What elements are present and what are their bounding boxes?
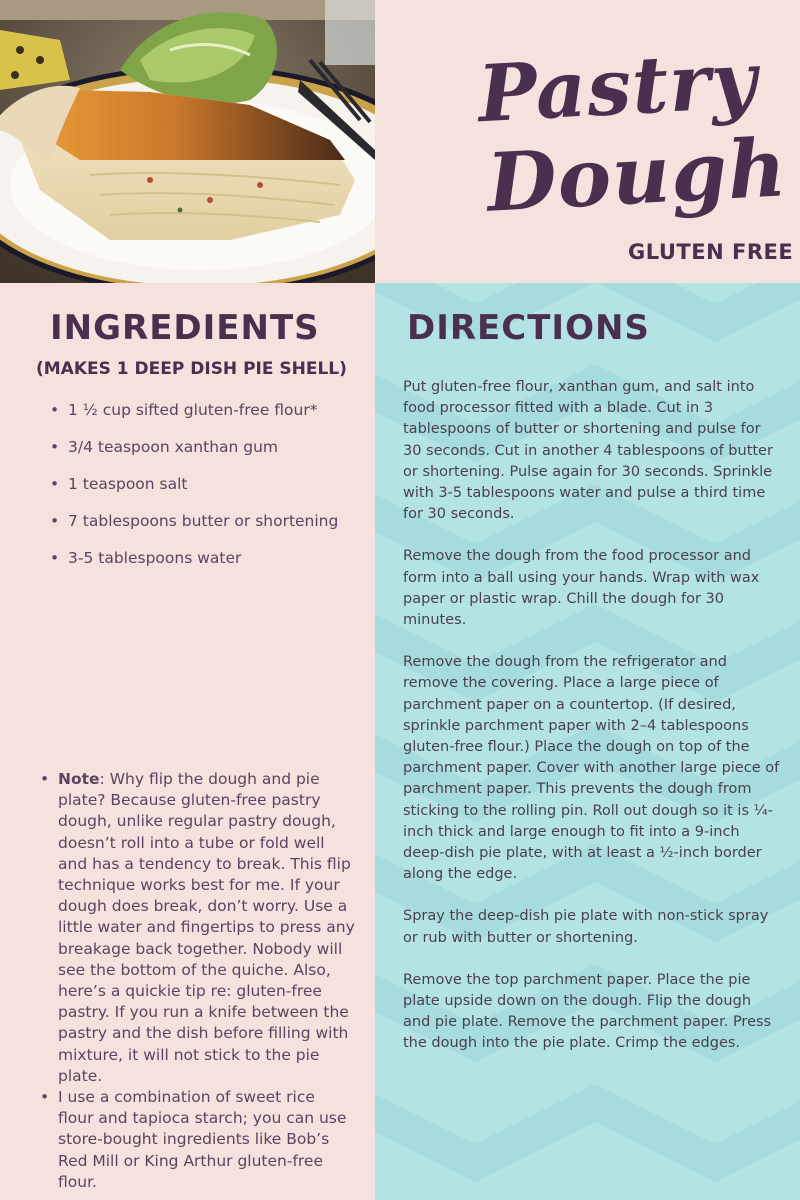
note-item: [40, 769, 355, 1087]
quiche-slice-photo-icon: [0, 0, 375, 283]
note-text: : Why flip the dough and pie plate? Because gluten-free pastry dough, unlike regular pastry dough, doesn’t roll into a tube or fold well and has a tendency to break. This flip technique works best for me. If your dough does break, don’t worry. Use a little water and fingertips to press any breakage back together. Nobody will see the bottom of the quiche. Also, here’s a quickie tip re: gluten-free pastry. If you run a knife between the pastry and the dish before filling with mixture, it will not stick to the pie plate.: [58, 770, 355, 1085]
ingredients-list: [50, 400, 338, 585]
page-title-line2: Dough: [484, 120, 790, 230]
ingredients-heading: INGREDIENTS: [50, 308, 320, 348]
ingredients-section: [0, 283, 375, 1200]
directions-section: [375, 283, 800, 1200]
ingredients-subheading: (MAKES 1 DEEP DISH PIE SHELL): [36, 359, 347, 379]
notes-list: [40, 769, 355, 1193]
quiche-photo: [0, 0, 375, 283]
ingredient-item: • 7 tablespoons butter or shortening: [50, 511, 338, 531]
ingredient-item: • 3-5 tablespoons water: [50, 548, 338, 568]
ingredient-item: • 1 teaspoon salt: [50, 474, 338, 494]
flour-note-item: • I use a combination of sweet rice flour and tapioca starch; you can use store-bought ingredients like Bob’s Red Mill or King Arthur gluten-free flour.: [40, 1087, 355, 1193]
page-subtitle: GLUTEN FREE: [628, 240, 794, 264]
direction-step: Put gluten-free flour, xanthan gum, and salt into food processor fitted with a blade. Cut in 3 tablespoons of butter or shortening and pulse for 30 seconds. Cut in another 4 tablespoons of butter or shortening. Pulse again for 30 seconds. Sprinkle with 3-5 tablespoons water and pulse a third time for 30 seconds.: [403, 379, 773, 523]
directions-text: [403, 377, 781, 1076]
direction-step: Remove the dough from the refrigerator and remove the covering. Place a large piece of parchment paper on a countertop. (If desired, sprinkle parchment paper with 2–4 tablespoons gluten-free flour.) Place the dough on top of the parchment paper. Cover with another large piece of parchment paper. This prevents the dough from sticking to the rolling pin. Roll out dough so it is ¼-inch thick and large enough to fit into a 9-inch deep-dish pie plate, with at least a ½-inch border along the edge.: [403, 654, 780, 883]
direction-step: Remove the top parchment paper. Place the pie plate upside down on the dough. Flip the dough and pie plate. Remove the parchment paper. Press the dough into the pie plate. Crimp the edges.: [403, 971, 772, 1052]
ingredient-item: • 1 ½ cup sifted gluten-free flour*: [50, 400, 338, 420]
direction-step: Spray the deep-dish pie plate with non-stick spray or rub with butter or shortening.: [403, 908, 769, 946]
direction-step: Remove the dough from the food processor and form into a ball using your hands. Wrap with wax paper or plastic wrap. Chill the dough for 30 minutes.: [403, 548, 760, 629]
directions-heading: DIRECTIONS: [407, 308, 650, 348]
ingredient-item: • 3/4 teaspoon xanthan gum: [50, 437, 338, 457]
page-title-line1: Pastry: [475, 34, 760, 141]
note-label: Note: [58, 770, 100, 788]
title-panel: [375, 0, 800, 283]
